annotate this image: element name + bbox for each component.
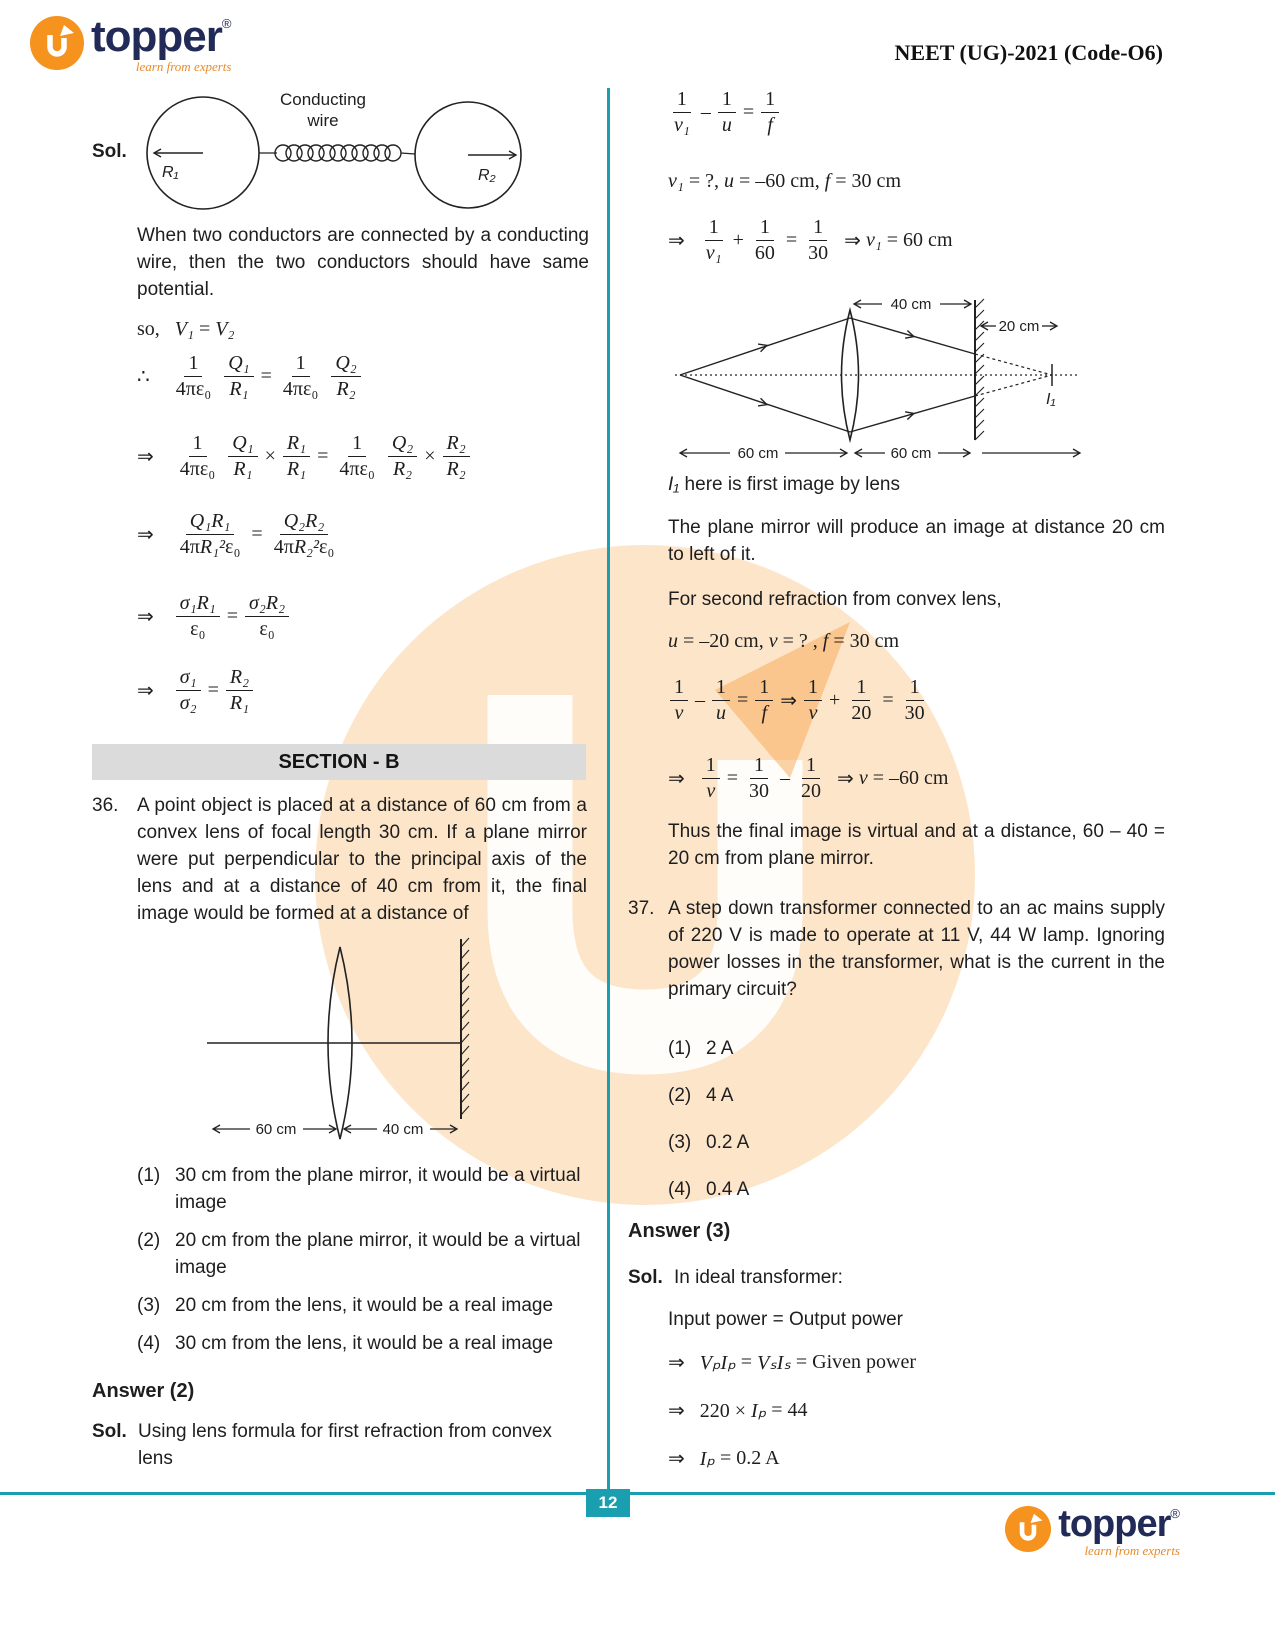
r-equation-1: $\frac{1}{\text{v₁}}$ – $\frac{1}{u}$ = $\frac{1}{f}$ bbox=[668, 88, 781, 137]
sol-text: In ideal transformer: bbox=[674, 1267, 843, 1288]
u-arrow-icon bbox=[37, 23, 77, 63]
q36-option-1 bbox=[137, 1162, 589, 1216]
sol-label: Sol. bbox=[628, 1267, 663, 1288]
dim-60cm-label: 60 cm bbox=[255, 1121, 297, 1138]
logo-tagline: learn from experts bbox=[135, 58, 232, 74]
option-number: (2) bbox=[668, 1085, 692, 1106]
option-text: 30 cm from the plane mirror, it would be a virtual image bbox=[175, 1165, 581, 1213]
u-arrow-icon bbox=[1011, 1512, 1045, 1546]
equation-so: so, V₁ = V₂ bbox=[137, 318, 235, 340]
option-number: (1) bbox=[137, 1165, 161, 1186]
utopper-logo-icon bbox=[30, 16, 84, 70]
q36-option-4 bbox=[137, 1330, 589, 1357]
page-number: 12 bbox=[586, 1489, 630, 1517]
dim-60cm-right-label: 60 cm bbox=[890, 445, 932, 462]
q37-option-3 bbox=[668, 1129, 968, 1156]
q37-option-2 bbox=[668, 1082, 968, 1109]
option-number: (4) bbox=[137, 1333, 161, 1354]
option-number: (4) bbox=[668, 1179, 692, 1200]
dim-60cm-left-label: 60 cm bbox=[737, 445, 779, 462]
r-equation-5: $\frac{1}{v}$ – $\frac{1}{u}$ = $\frac{1}{f}$ ⇒ $\frac{1}{v}$ + $\frac{1}{20}$ = $\frac{1}{30}$ bbox=[668, 676, 931, 725]
logo-wordmark: topper bbox=[91, 12, 222, 61]
sol-label: Sol. bbox=[92, 1421, 127, 1442]
q36-option-2 bbox=[137, 1227, 589, 1281]
q37-solution-intro bbox=[628, 1264, 1128, 1291]
logo-reg-mark: ® bbox=[1170, 1506, 1180, 1521]
dim-40cm-label: 40 cm bbox=[890, 296, 932, 313]
option-text: 4 A bbox=[706, 1085, 734, 1106]
wire-label-line1: Conducting bbox=[279, 90, 367, 109]
r-equation-6: ⇒ $\frac{1}{v}$ = $\frac{1}{30}$ – $\frac{1}{20}$ ⇒ v = –60 cm bbox=[668, 754, 949, 802]
equation-3: ⇒ $\frac{\text{Q₁R₁}}{\text{4πR₁²ε₀}}$ = $\frac{\text{Q₂R₂}}{\text{4πR₂²ε₀}}$ bbox=[137, 510, 335, 558]
wire-label-line2: wire bbox=[307, 111, 339, 130]
q37-option-1 bbox=[668, 1035, 968, 1062]
footer-rule bbox=[0, 1492, 1275, 1495]
option-text: 30 cm from the lens, it would be a real image bbox=[175, 1333, 554, 1354]
q37-equation-1: ⇒ VₚIₚ = VₛIₛ = Given power bbox=[668, 1351, 917, 1374]
exam-title: NEET (UG)-2021 (Code-O6) bbox=[894, 40, 1163, 65]
q37-number: 37. bbox=[628, 898, 655, 919]
sol-text: Using lens formula for first refraction from convex lens bbox=[138, 1421, 552, 1469]
option-number: (2) bbox=[137, 1230, 161, 1251]
utopper-logo-icon bbox=[1005, 1506, 1051, 1552]
image-i1-label: I₁ bbox=[1046, 391, 1056, 408]
second-refraction-line: For second refraction from convex lens, bbox=[668, 589, 1002, 610]
logo-words bbox=[91, 12, 232, 75]
q36-options bbox=[137, 1162, 589, 1368]
equation-5: ⇒ $\frac{\text{σ₁}}{\text{σ₂}}$ = $\frac{\text{R₂}}{\text{R₁}}$ bbox=[137, 666, 255, 715]
ray-diagram bbox=[650, 288, 1160, 468]
q36-solution bbox=[92, 1418, 588, 1472]
logo-words bbox=[1058, 1503, 1180, 1559]
option-text: 20 cm from the lens, it would be a real image bbox=[175, 1295, 554, 1316]
q36-answer: Answer (2) bbox=[92, 1380, 195, 1402]
option-number: (3) bbox=[137, 1295, 161, 1316]
radius-label-r2: R₂ bbox=[478, 167, 496, 184]
option-number: (1) bbox=[668, 1038, 692, 1059]
mirror-paragraph: The plane mirror will produce an image at distance 20 cm to left of it. bbox=[668, 517, 1165, 565]
i1-caption: I₁ here is first image by lens bbox=[668, 474, 900, 495]
r-equation-2: v₁ = ?, u = –60 cm, f = 30 cm bbox=[668, 170, 901, 192]
dim-20cm-label: 20 cm bbox=[998, 318, 1040, 335]
radius-label-r1: R₁ bbox=[162, 164, 179, 181]
q37-answer: Answer (3) bbox=[628, 1220, 731, 1242]
logo-tagline: learn from experts bbox=[1084, 1543, 1180, 1559]
sol35-paragraph: When two conductors are connected by a conducting wire, then the two conductors should have same potential. bbox=[137, 225, 589, 300]
column-divider bbox=[607, 88, 610, 1492]
q37-options bbox=[668, 1035, 968, 1223]
section-b-heading: SECTION - B bbox=[92, 744, 586, 780]
r-equation-4: u = –20 cm, v = ? , f = 30 cm bbox=[668, 630, 900, 652]
equation-1: ∴ $\frac{1}{\text{4πε₀}}$ $\frac{\text{Q₁}}{\text{R₁}}$ = $\frac{1}{\text{4πε₀}}$ $\frac{\text{Q₂}}{\text{R₂}}$ bbox=[137, 352, 363, 401]
q36-option-3 bbox=[137, 1292, 589, 1319]
option-number: (3) bbox=[668, 1132, 692, 1153]
q37-equation-2: ⇒ 220 × Iₚ = 44 bbox=[668, 1399, 808, 1422]
r-equation-3: ⇒ $\frac{1}{\text{v₁}}$ + $\frac{1}{60}$ = $\frac{1}{30}$ ⇒ v₁ = 60 cm bbox=[668, 216, 953, 264]
logo-wordmark: topper bbox=[1058, 1503, 1171, 1545]
q37-power-line: Input power = Output power bbox=[668, 1309, 904, 1330]
equation-4: ⇒ $\frac{\text{σ₁R₁}}{\text{ε₀}}$ = $\frac{\text{σ₂R₂}}{\text{ε₀}}$ bbox=[137, 592, 291, 641]
option-text: 0.4 A bbox=[706, 1179, 750, 1200]
q37-option-4 bbox=[668, 1176, 968, 1203]
logo-reg-mark: ® bbox=[221, 16, 232, 31]
q37-text: A step down transformer connected to an ac mains supply of 220 V is made to operate at 11 V, 44 W lamp. Ignoring power losses in the transformer, what is the current in the primary circuit? bbox=[668, 898, 1165, 1000]
lens-mirror-diagram bbox=[205, 933, 475, 1145]
sol35-label: Sol. bbox=[92, 141, 127, 162]
q36-text: A point object is placed at a distance of 60 cm from a convex lens of focal length 30 cm. If a plane mirror were put perpendicular to the principal axis of the lens and at a distance of 40 cm from it, the final image would be formed at a distance of bbox=[137, 795, 587, 924]
q36-number: 36. bbox=[92, 795, 119, 816]
option-text: 20 cm from the plane mirror, it would be a virtual image bbox=[175, 1230, 581, 1278]
final-image-paragraph: Thus the final image is virtual and at a distance, 60 – 40 = 20 cm from plane mirror. bbox=[668, 821, 1165, 869]
option-text: 2 A bbox=[706, 1038, 734, 1059]
dim-40cm-label: 40 cm bbox=[382, 1121, 424, 1138]
utopper-logo bbox=[30, 12, 232, 75]
equation-2: ⇒ $\frac{1}{\text{4πε₀}}$ $\frac{\text{Q₁}}{\text{R₁}}$ × $\frac{\text{R₁}}{\text{R₁}}$ = $\frac{1}{\text{4πε₀}}$ $\frac{\text{Q₂}}{\text{R₂}}$ × $\frac{\text{R₂}}{\text{R₂}}$ bbox=[137, 432, 472, 481]
spheres-diagram bbox=[138, 85, 588, 220]
q37-equation-3: ⇒ Iₚ = 0.2 A bbox=[668, 1447, 780, 1470]
option-text: 0.2 A bbox=[706, 1132, 750, 1153]
utopper-logo-footer bbox=[1005, 1503, 1180, 1559]
